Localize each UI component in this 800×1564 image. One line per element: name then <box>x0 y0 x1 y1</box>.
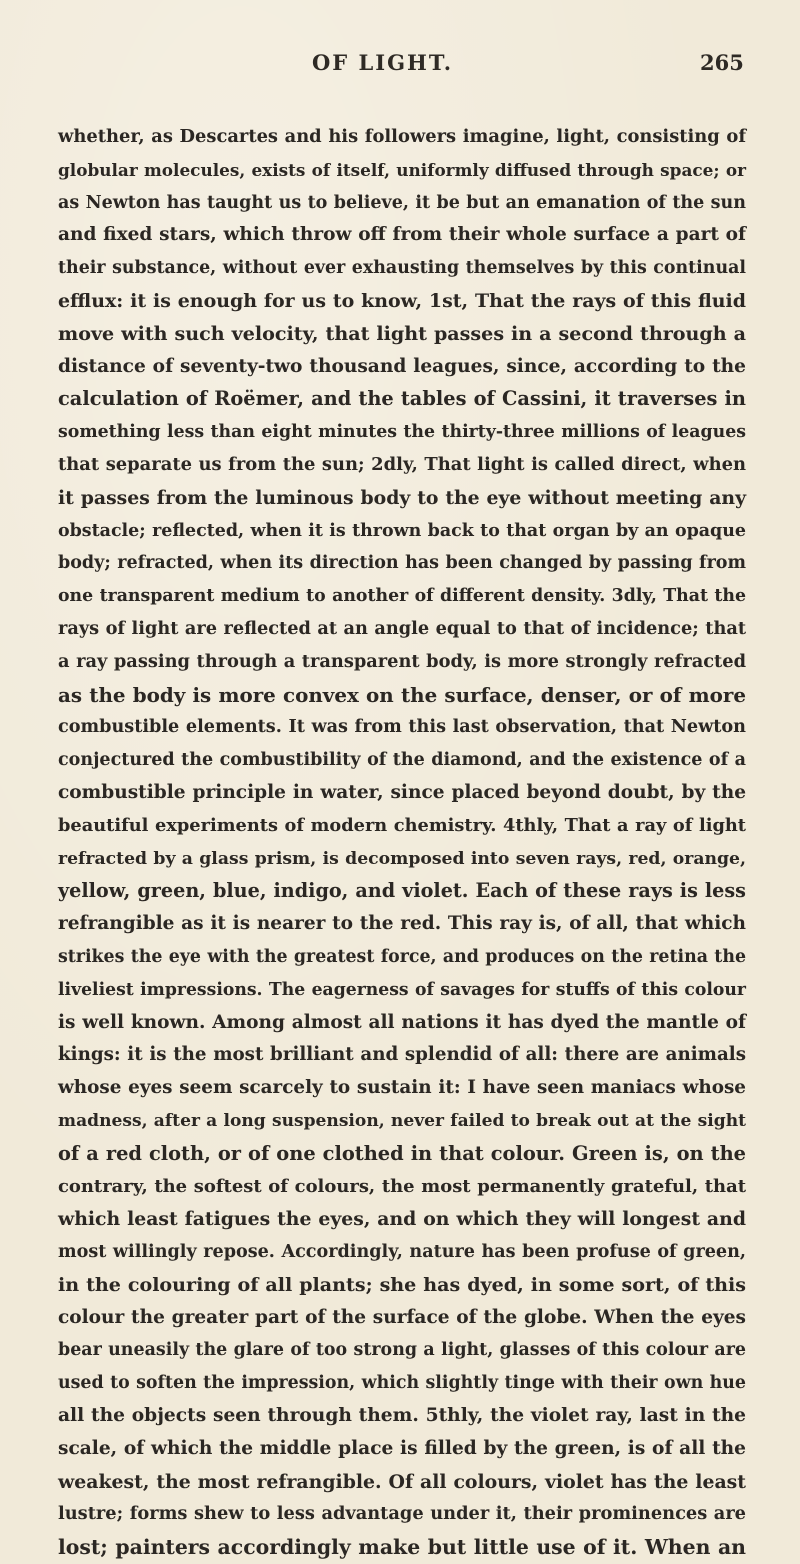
text-line: yellow, green, blue, indigo, and violet. Each of these rays is less <box>58 879 746 903</box>
text-line: refrangible as it is nearer to the red. This ray is, of all, that which <box>58 913 746 935</box>
text-line: as Newton has taught us to believe, it be but an emanation of the sun <box>58 192 746 213</box>
text-line: move with such velocity, that light passes in a second through a <box>58 321 746 345</box>
text-line: strikes the eye with the greatest force, and produces on the retina the <box>58 946 746 967</box>
text-line: whose eyes seem scarcely to sustain it: I have seen maniacs whose <box>58 1077 746 1099</box>
text-line: globular molecules, exists of itself, uniformly diffused through space; or <box>58 159 746 180</box>
text-line: lustre; forms shew to less advantage under it, their prominences are <box>58 1503 746 1525</box>
page-number: 265 <box>700 50 744 75</box>
text-line: a ray passing through a transparent body, is more strongly refracted <box>58 650 746 672</box>
text-line: something less than eight minutes the thirty-three millions of leagues <box>58 422 746 443</box>
text-line: colour the greater part of the surface of the globe. When the eyes <box>58 1306 746 1328</box>
text-line: obstacle; reflected, when it is thrown back to that organ by an opaque <box>58 520 746 541</box>
text-line: it passes from the luminous body to the eye without meeting any <box>58 486 746 509</box>
text-line: refracted by a glass prism, is decomposed into seven rays, red, orange, <box>58 848 746 869</box>
text-line: contrary, the softest of colours, the most permanently grateful, that <box>58 1175 746 1197</box>
text-line: combustible principle in water, since placed beyond doubt, by the <box>58 781 746 803</box>
text-line: that separate us from the sun; 2dly, That light is called direct, when <box>58 453 746 475</box>
text-line: which least fatigues the eyes, and on which they will longest and <box>58 1208 746 1231</box>
text-line: bear uneasily the glare of too strong a light, glasses of this colour are <box>58 1340 746 1361</box>
text-line: lost; painters accordingly make but little use of it. When an <box>58 1535 746 1560</box>
text-line: madness, after a long suspension, never failed to break out at the sight <box>58 1110 746 1131</box>
text-line: is well known. Among almost all nations it has dyed the mantle of <box>58 1011 746 1033</box>
text-line: of a red cloth, or of one clothed in that colour. Green is, on the <box>58 1141 746 1165</box>
text-line: liveliest impressions. The eagerness of savages for stuffs of this colour <box>58 979 746 1000</box>
text-line: combustible elements. It was from this last observation, that Newton <box>58 716 746 738</box>
running-head <box>0 50 800 84</box>
text-line: one transparent medium to another of different density. 3dly, That the <box>58 586 746 607</box>
text-line: all the objects seen through them. 5thly, the violet ray, last in the <box>58 1405 746 1427</box>
text-line: beautiful experiments of modern chemistry. 4thly, That a ray of light <box>58 814 746 836</box>
running-title: OF LIGHT. <box>312 50 454 75</box>
text-line: scale, of which the middle place is filled by the green, is of all the <box>58 1437 746 1459</box>
text-line: their substance, without ever exhausting themselves by this continual <box>58 258 746 279</box>
text-line: distance of seventy-two thousand leagues, since, according to the <box>58 355 746 377</box>
text-line: conjectured the combustibility of the diamond, and the existence of a <box>58 750 746 771</box>
text-line: as the body is more convex on the surface, denser, or of more <box>58 682 746 707</box>
text-line: in the colouring of all plants; she has dyed, in some sort, of this <box>58 1272 746 1296</box>
text-line: calculation of Roëmer, and the tables of Cassini, it traverses in <box>58 387 746 411</box>
body-text <box>58 121 746 1564</box>
text-line: rays of light are reflected at an angle equal to that of incidence; that <box>58 617 746 639</box>
text-line: used to soften the impression, which slightly tinge with their own hue <box>58 1373 746 1394</box>
text-line: and fixed stars, which throw off from their whole surface a part of <box>58 224 746 246</box>
text-line: kings: it is the most brilliant and splendid of all: there are animals <box>58 1044 746 1066</box>
text-line: whether, as Descartes and his followers imagine, light, consisting of <box>58 126 746 147</box>
text-line: weakest, the most refrangible. Of all colours, violet has the least <box>58 1470 746 1493</box>
text-line: most willingly repose. Accordingly, nature has been profuse of green, <box>58 1241 746 1263</box>
text-line: body; refracted, when its direction has been changed by passing from <box>58 553 746 574</box>
text-line: efflux: it is enough for us to know, 1st, That the rays of this fluid <box>58 289 746 312</box>
